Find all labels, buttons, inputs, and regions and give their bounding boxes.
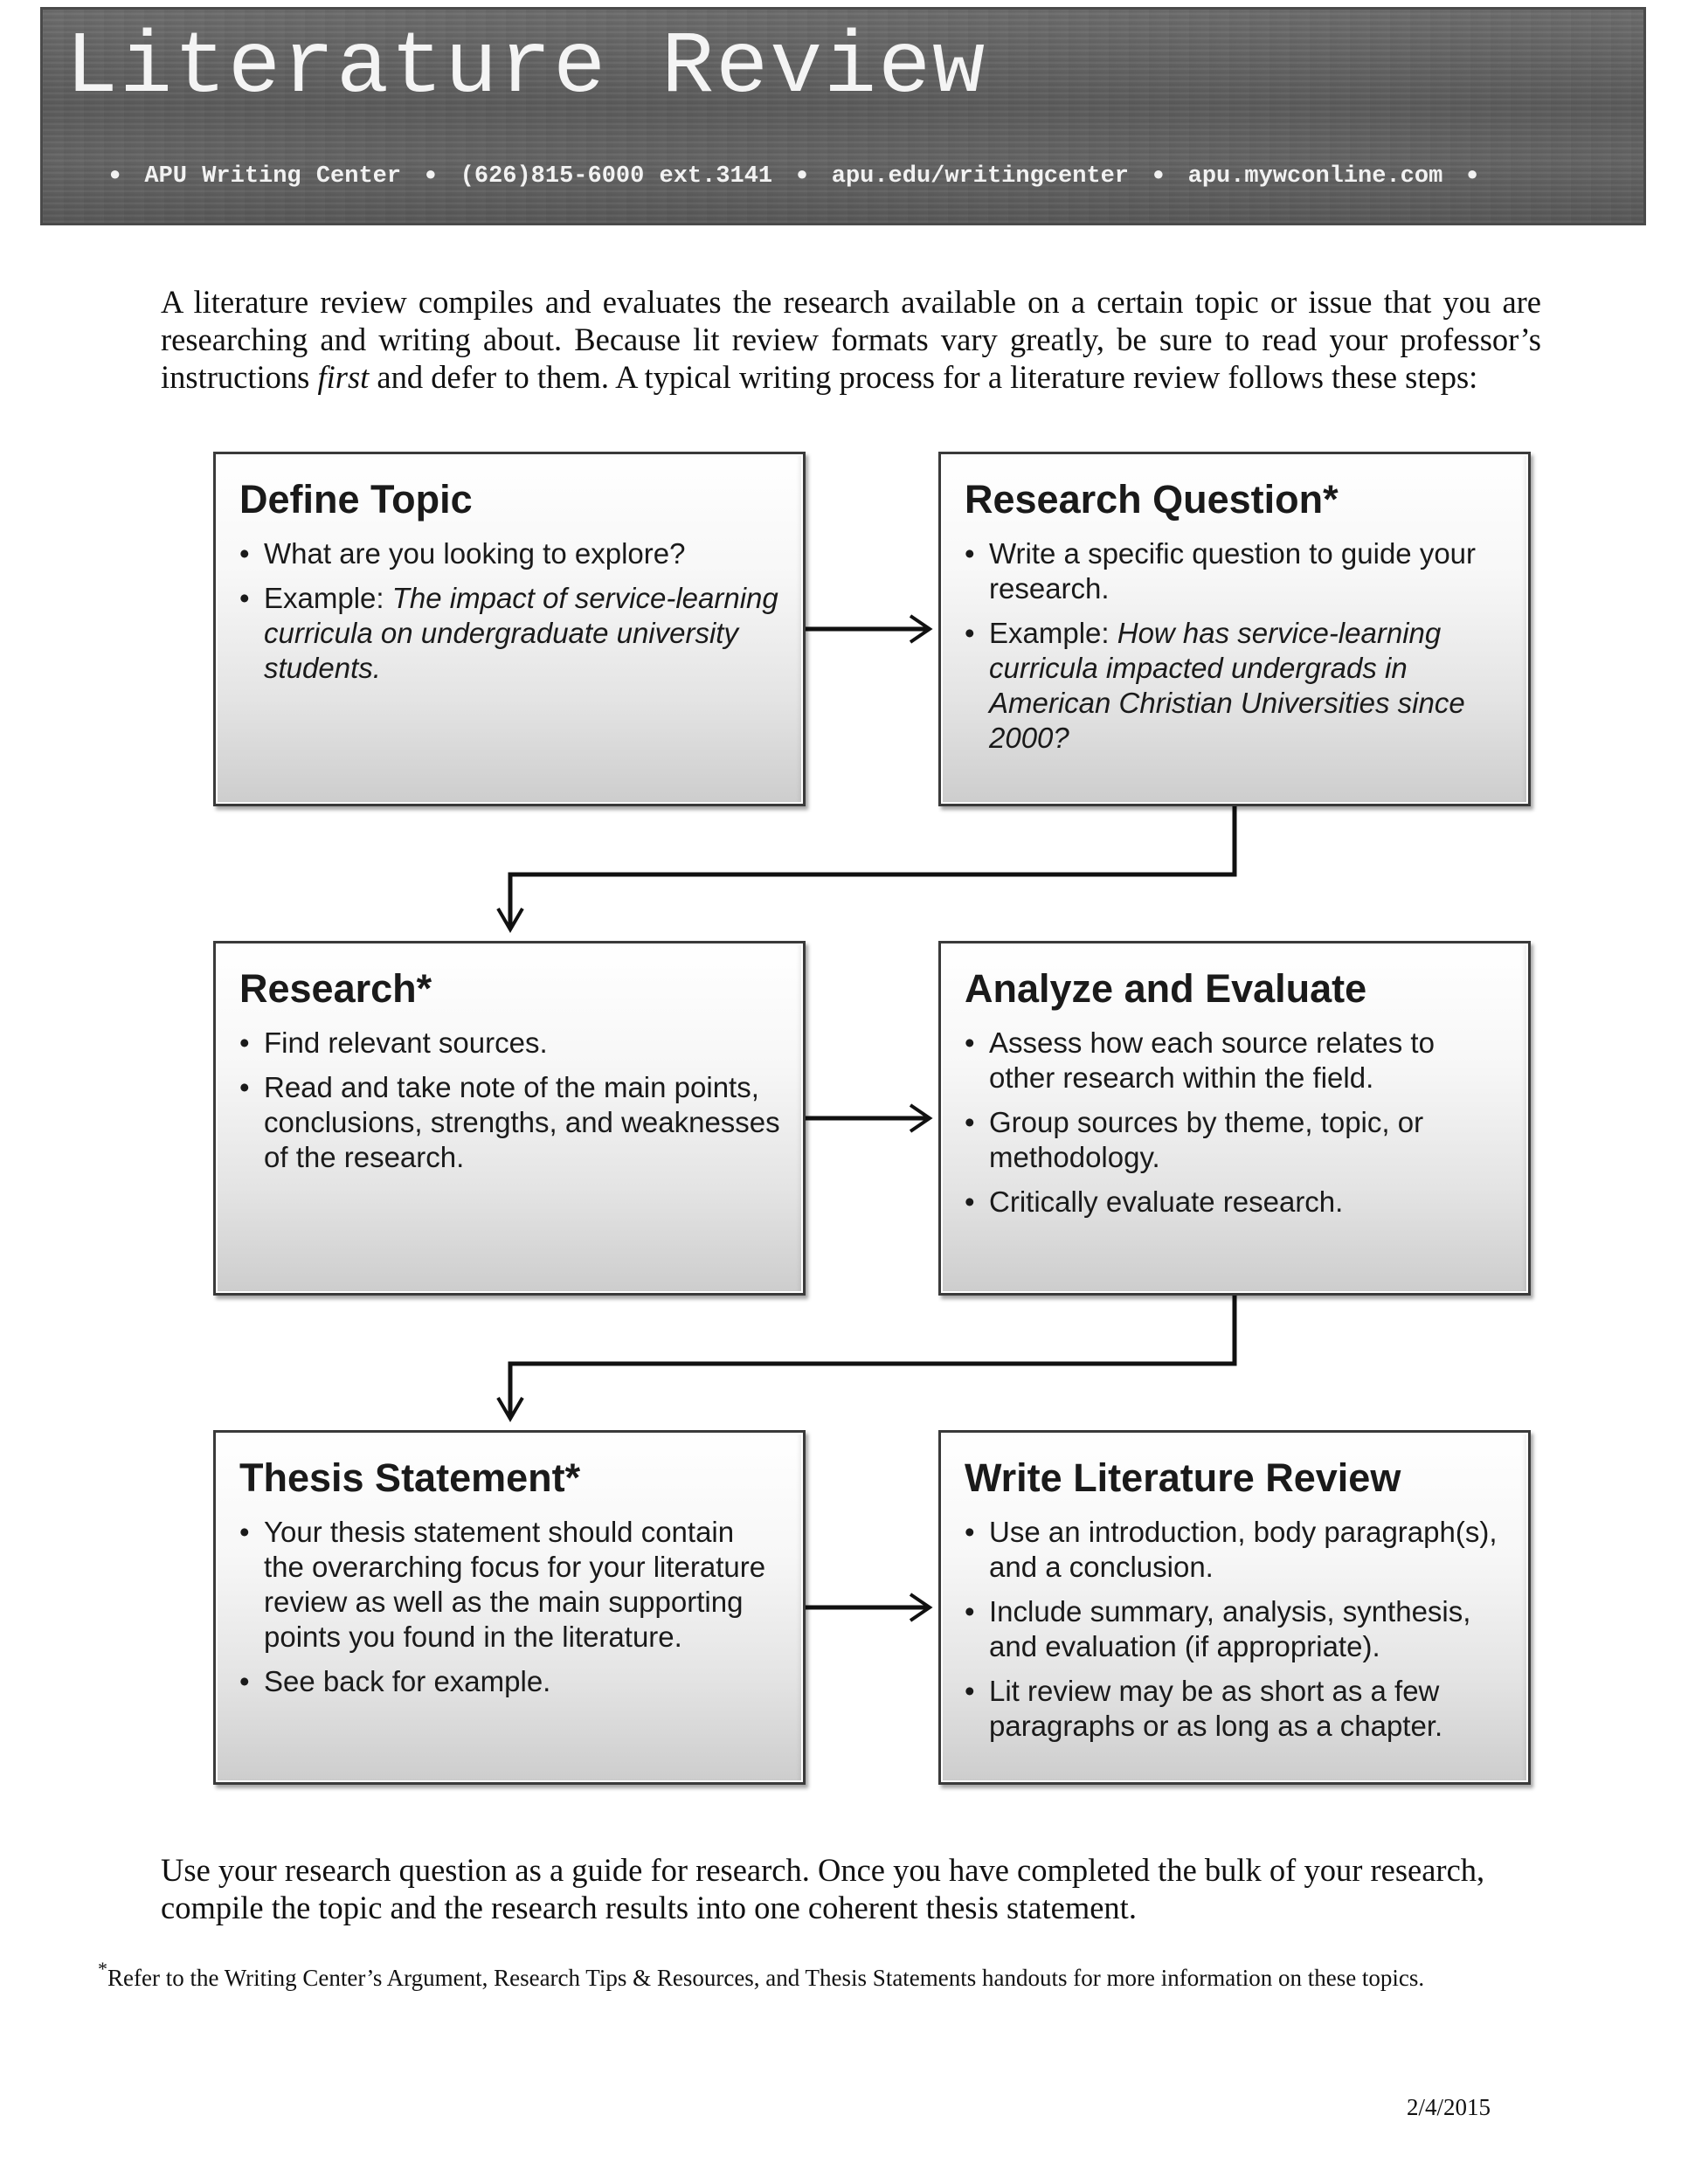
step-title: Research* [239,966,432,1011]
intro-emphasis: first [317,359,370,395]
step-thesis-statement [213,1430,806,1785]
step-bullets [239,1026,780,1175]
step-bullets [239,1515,780,1699]
step-write-literature-review [938,1430,1531,1785]
arrow-right-2 [806,1105,930,1131]
intro-text-1: A literature review compiles and evaluates the research available on a certain topic or issue that you are researching and writing about. Because lit review formats vary greatly, be sure to read your professor’s instructions [161,284,1541,395]
step-title: Analyze and Evaluate [965,966,1367,1011]
arrow-elbow-1 [498,806,1235,930]
arrow-right-3 [806,1594,930,1621]
list-item: • Critically evaluate research. [965,1185,1344,1218]
step-research [213,941,806,1296]
step-bullets [239,536,780,686]
step-title: Thesis Statement* [239,1455,581,1500]
step-research-question [938,452,1531,806]
revision-date: 2/4/2015 [1406,2094,1491,2120]
contact-line [100,163,1487,190]
list-item: • Assess how each source relates to other research within the field. [965,1026,1435,1094]
closing-paragraph: Use your research question as a guide for research. Once you have completed the bulk of your research, compile the topic and the research results into one coherent thesis statement. [161,1852,1485,1925]
step-define-topic [213,452,806,806]
list-item: • Use an introduction, body paragraph(s), and a conclusion. [965,1516,1498,1583]
step-bullets [965,536,1505,756]
step-bullets [965,1515,1505,1744]
website-link[interactable]: apu.edu/writingcenter [831,163,1130,190]
step-title: Define Topic [239,477,473,522]
footnote-text: Refer to the Writing Center’s Argument, Research Tips & Resources, and Thesis Statements handouts for more information on these topics. [107,1965,1425,1991]
header-banner [40,7,1646,225]
page-title: Literature Review [66,19,987,118]
list-item: • Include summary, analysis, synthesis, and evaluation (if appropriate). [965,1595,1471,1662]
list-item: • Find relevant sources. [239,1026,548,1059]
bullet-dot: ● [796,164,808,186]
step-title: Research Question* [965,477,1339,522]
arrow-right-1 [806,616,930,642]
arrow-elbow-2 [498,1296,1235,1419]
step-title: Write Literature Review [965,1455,1401,1500]
step-analyze-evaluate [938,941,1531,1296]
list-item: • Example: The impact of service-learning curricula on undergraduate university students. [239,582,778,684]
scheduling-link[interactable]: apu.mywconline.com [1187,163,1443,190]
step-bullets [965,1026,1505,1220]
list-item: • Read and take note of the main points, conclusions, strengths, and weaknesses of the research. [239,1071,780,1173]
writing-center-name: APU Writing Center [144,163,402,190]
footnote-marker: * [98,1958,107,1980]
list-item: • What are you looking to explore? [239,537,686,570]
intro-text-2: and defer to them. A typical writing process for a literature review follows these steps: [369,359,1478,395]
list-item: • Write a specific question to guide your research. [965,537,1477,605]
intro-paragraph [161,283,1541,396]
list-item: • See back for example. [239,1665,551,1697]
list-item: • Your thesis statement should contain the overarching focus for your literature review as well as the main supporting points you found in the literature. [239,1516,766,1653]
bullet-dot: ● [1152,164,1165,186]
list-item: • Group sources by theme, topic, or methodology. [965,1106,1424,1173]
bullet-dot: ● [109,164,121,186]
footnote [98,1954,1636,1993]
phone-number: (626)815-6000 ext.3141 [460,163,773,190]
bullet-dot: ● [1466,164,1478,186]
bullet-dot: ● [425,164,437,186]
list-item: • Lit review may be as short as a few paragraphs or as long as a chapter. [965,1675,1443,1742]
list-item: • Example: How has service-learning curricula impacted undergrads in American Christian Universities since 2000? [965,617,1465,754]
